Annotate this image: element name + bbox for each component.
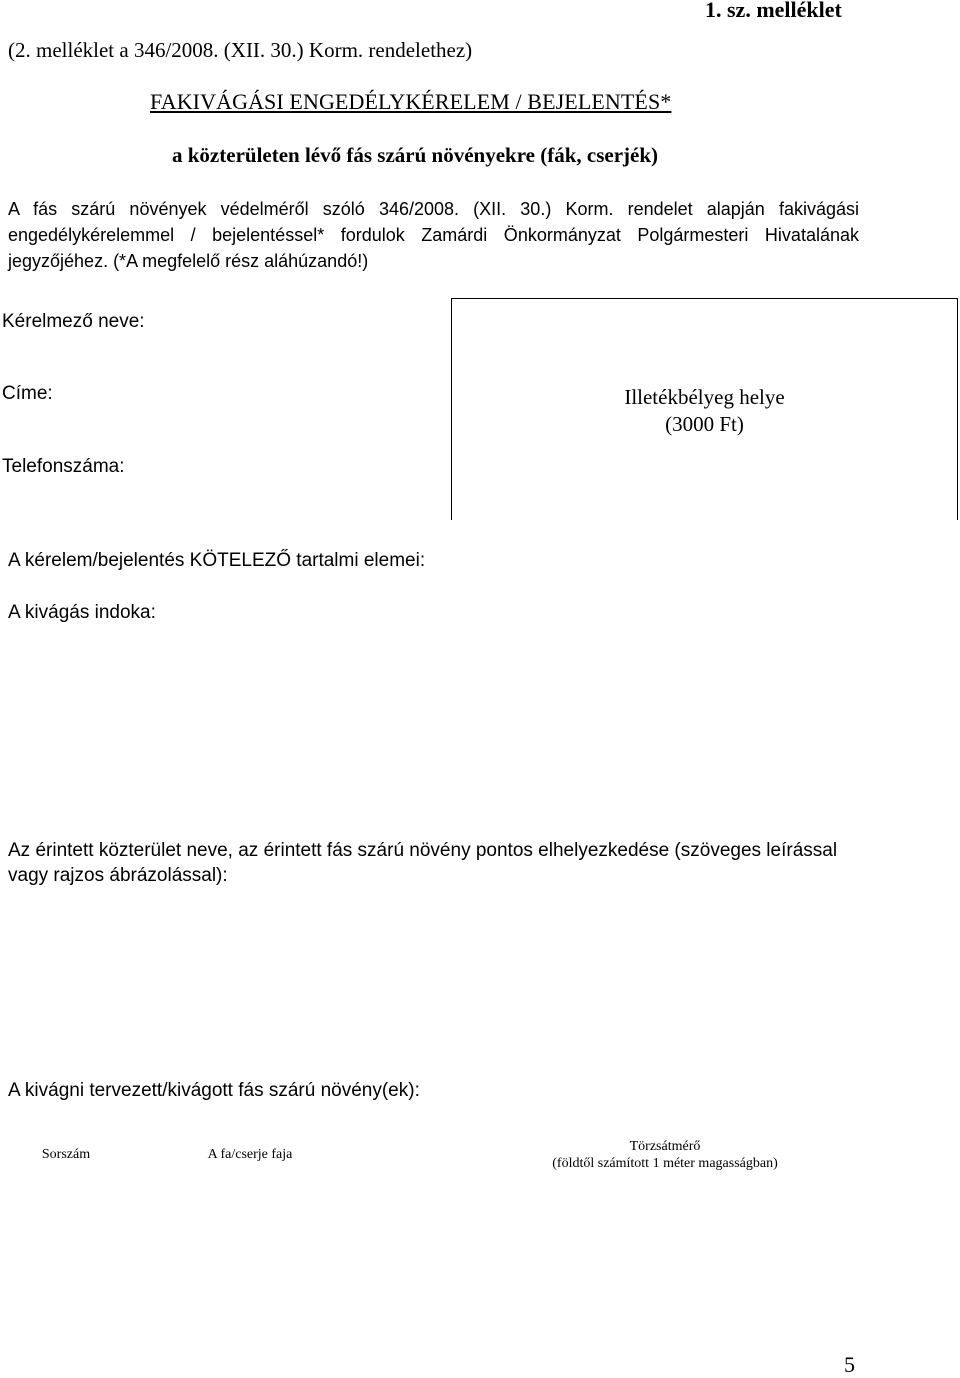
applicant-address-label: Címe: — [2, 383, 53, 404]
form-subtitle: a közterületen lévő fás szárú növényekre (fák, cserjék) — [172, 143, 659, 167]
stamp-box — [451, 298, 958, 520]
stamp-caption-line1: Illetékbélyeg helye — [624, 385, 785, 409]
table-header-number: Sorszám — [41, 1147, 91, 1162]
annex-reference: (2. melléklet a 346/2008. (XII. 30.) Korm. rendelethez) — [8, 38, 473, 62]
location-label: Az érintett közterület neve, az érintett fás szárú növény pontos elhelyezkedése (szöveges leírással vagy rajzos ábrázolással): — [8, 840, 838, 886]
applicant-phone-label: Telefonszáma: — [2, 456, 125, 477]
reason-label: A kivágás indoka: — [8, 602, 156, 623]
applicant-name-label: Kérelmező neve: — [2, 311, 145, 332]
table-header-diameter-line1: Törzsátmérő — [629, 1139, 701, 1154]
intro-paragraph: A fás szárú növények védelméről szóló 346/2008. (XII. 30.) Korm. rendelet alapján fakivágási engedélykérelemmel / bejelentéssel* fordulok Zamárdi Önkormányzat Polgármesteri Hivatalának jegyzőjéhez. (*A megfelelő rész aláhúzandó!) — [8, 199, 859, 271]
plants-label: A kivágni tervezett/kivágott fás szárú növény(ek): — [8, 1080, 420, 1101]
annex-number: 1. sz. melléklet — [705, 0, 842, 22]
table-header-diameter — [535, 1138, 795, 1172]
mandatory-elements-heading: A kérelem/bejelentés KÖTELEZŐ tartalmi elemei: — [8, 550, 426, 571]
table-header-diameter-line2: (földtől számított 1 méter magasságban) — [552, 1156, 778, 1171]
table-header-species: A fa/cserje faja — [207, 1147, 293, 1162]
stamp-caption-line2: (3000 Ft) — [665, 412, 744, 436]
stamp-caption — [452, 384, 957, 438]
form-title: FAKIVÁGÁSI ENGEDÉLYKÉRELEM / BEJELENTÉS* — [150, 89, 672, 114]
page-number: 5 — [844, 1352, 855, 1377]
